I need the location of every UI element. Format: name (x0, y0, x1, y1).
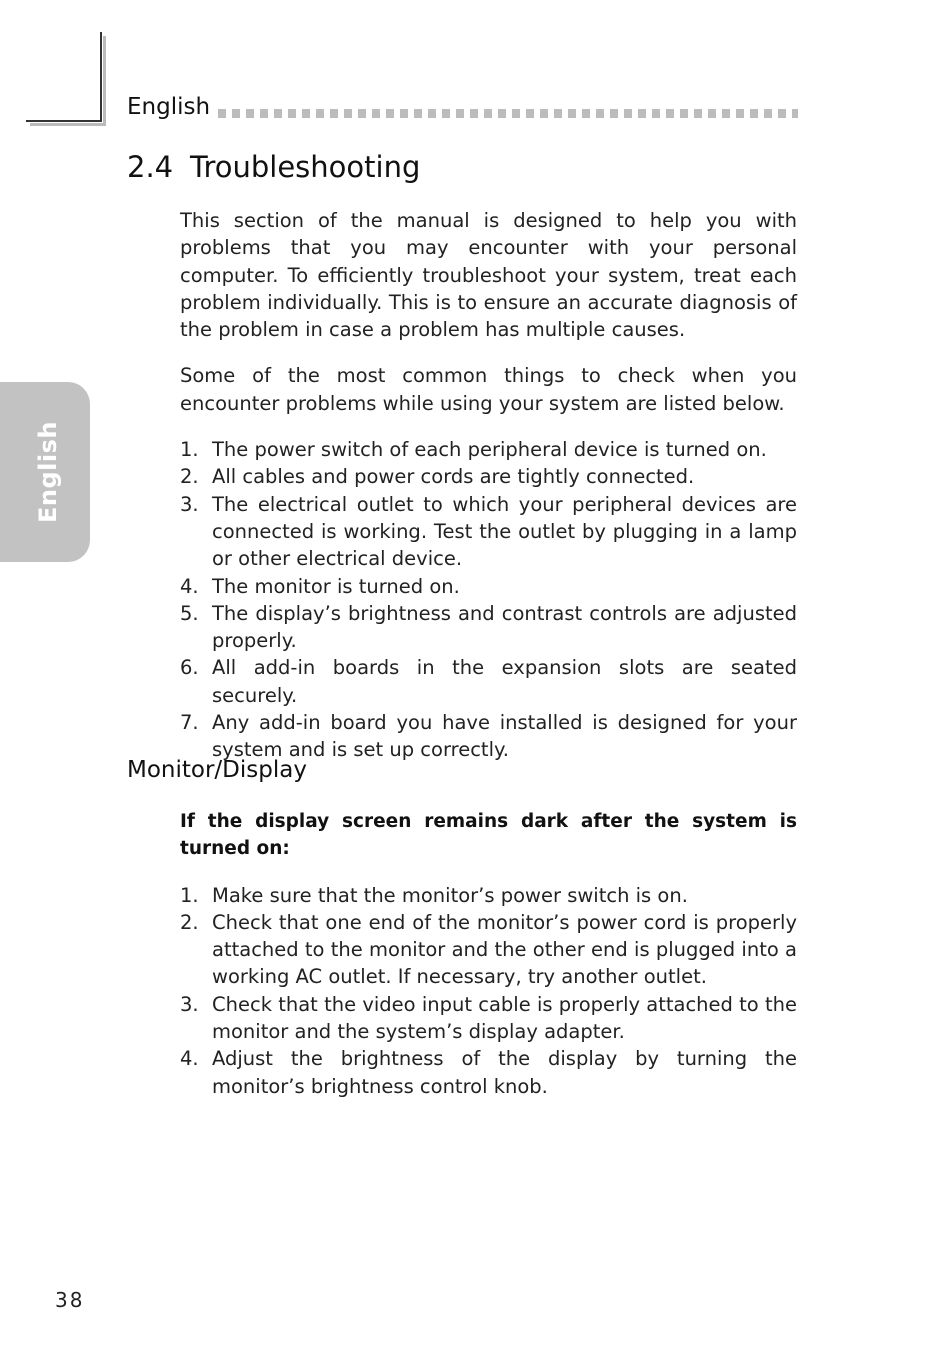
page-number: 38 (55, 1288, 85, 1312)
intro-paragraph: Some of the most common things to check when you encounter problems while using your system are listed below. (180, 364, 797, 415)
list-item (180, 491, 797, 573)
list-item (180, 436, 797, 463)
list-text: All cables and power cords are tightly connected. (212, 465, 695, 489)
header-dot-leader (218, 109, 798, 118)
corner-mark-shadow (103, 36, 106, 126)
list-item (180, 882, 797, 909)
corner-mark (26, 120, 102, 122)
intro-paragraph: This section of the manual is designed to help you with problems that you may encounter with your personal computer. To efficiently troubleshoot your system, treat each problem individually. This is to ensure an accurate diagnosis of the problem in case a problem has multiple causes. (180, 209, 797, 342)
list-text: Check that one end of the monitor’s power cord is properly attached to the monitor and the other end is plugged into a working AC outlet. If necessary, try another outlet. (212, 910, 797, 989)
list-number: 2. (180, 465, 199, 489)
list-item (180, 909, 797, 991)
intro-content (180, 207, 797, 764)
list-number: 4. (180, 574, 199, 598)
monitor-display-heading: Monitor/Display (127, 757, 307, 783)
list-number: 1. (180, 438, 199, 462)
list-number: 6. (180, 656, 199, 680)
list-text: All add-in boards in the expansion slots are seated securely. (212, 656, 797, 707)
section-title (127, 150, 420, 184)
list-item (180, 600, 797, 655)
list-text: The power switch of each peripheral device is turned on. (212, 438, 767, 462)
checklist (180, 436, 797, 764)
list-item (180, 463, 797, 490)
list-item (180, 654, 797, 709)
list-number: 4. (180, 1047, 199, 1071)
side-tab-label: English (34, 421, 62, 523)
list-text: Make sure that the monitor’s power switch is on. (212, 883, 688, 907)
list-number: 3. (180, 992, 199, 1016)
header-language-label: English (127, 94, 211, 120)
list-number: 3. (180, 492, 199, 516)
section-number: 2.4 (127, 150, 174, 184)
list-text: The display’s brightness and contrast controls are adjusted properly. (212, 601, 797, 653)
list-text: Adjust the brightness of the display by turning the monitor’s brightness control knob. (212, 1047, 797, 1098)
monitor-content (180, 808, 797, 1100)
list-text: Any add-in board you have installed is designed for your system and is set up correctly. (212, 711, 797, 762)
problem-statement: If the display screen remains dark after the system is turned on: (180, 811, 797, 860)
list-item (180, 991, 797, 1046)
list-number: 5. (180, 601, 199, 625)
monitor-steps (180, 882, 797, 1100)
list-text: The electrical outlet to which your peripheral devices are connected is working. Test the outlet by plugging in a lamp or other electrical device. (212, 492, 797, 571)
list-item (180, 1045, 797, 1100)
corner-mark-shadow (30, 123, 106, 126)
list-text: The monitor is turned on. (212, 574, 460, 598)
list-number: 2. (180, 910, 199, 934)
list-item (180, 709, 797, 764)
list-item (180, 573, 797, 600)
list-number: 1. (180, 883, 199, 907)
section-title-text: Troubleshooting (190, 150, 421, 184)
corner-mark (100, 32, 102, 122)
list-text: Check that the video input cable is properly attached to the monitor and the system’s display adapter. (212, 992, 797, 1044)
list-number: 7. (180, 711, 199, 735)
